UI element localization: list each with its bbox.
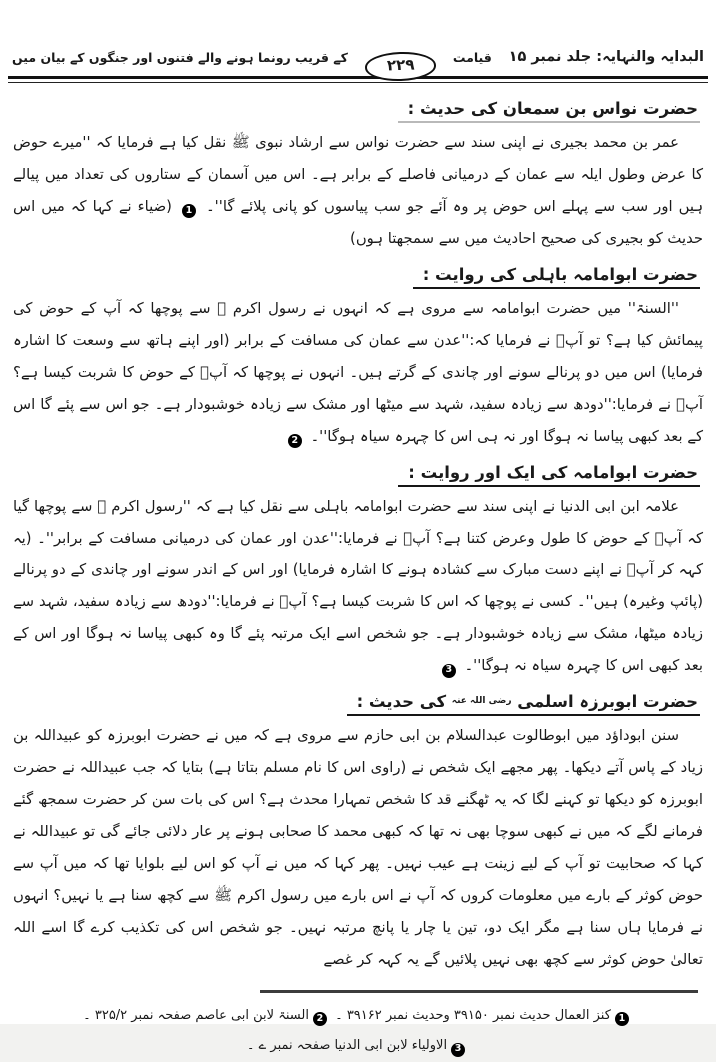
text-run: ''السنۃ'' میں حضرت ابوامامہ سے مروی ہے کہ انہوں نے رسول اکرم ﷺ سے پوچھا کہ آپ کے حوض کی پیمائش کیا ہے؟ تو آپؐ نے فرمایا کہ:''عدن سے عمان کی مسافت کے برابر (اور اپنے ہاتھ سے وسعت کا اشارہ فرمایا) اس میں دو پرنالے سونے اور چاندی کے گرتے ہیں۔ انہوں نے پوچھا کہ آپؐ کے حوض کا شربت کیسا ہے؟ آپؐ نے فرمایا:''دودھ سے زیادہ سفید، شہد سے میٹھا اور مشک سے زیادہ خوشبودار ہے۔ جو اس سے پئے گا اس کے بعد کبھی پیاسا نہ ہوگا اور نہ ہی اس کا چہرہ سیاہ ہوگا''۔ [13, 299, 703, 445]
honorific-text: رضی اللہ عنہ [451, 696, 512, 707]
footnote-separator-rule [260, 990, 698, 993]
running-head-start: قیامت [452, 49, 492, 65]
text-run: (ضیاء نے کہا کہ میں اس حدیث کو بجیری کی صحیح احادیث میں سے سمجھتا ہوں) [13, 197, 703, 247]
section-heading [347, 692, 700, 716]
section-heading-row-3 [16, 463, 700, 487]
section-heading-row-2 [16, 265, 700, 289]
footnotes [0, 1001, 716, 1062]
text-run: کی حدیث : [356, 692, 452, 712]
book-title: البدایہ والنہایہ: جلد نمبر ۱۵ [508, 49, 704, 65]
running-head-rest: کے قریب رونما ہونے والے فتنوں اور جنگوں کے بیان میں [12, 49, 348, 65]
footnote-marker: 2 [313, 1012, 327, 1026]
section-heading [413, 265, 700, 289]
page-header [0, 0, 716, 83]
text-run: عمر بن محمد بجیری نے اپنی سند سے حضرت نواس سے ارشاد نبوی ﷺ نقل کیا ہے فرمایا کہ ''میرے حوض کا عرض وطول ایلہ سے عمان کے درمیانی فاصلے کے برابر ہے۔ اس میں آسمان کے ستاروں کی تعداد میں پیالے ہیں اور سب سے پہلے اس حوض پر وہ آئے جو سب پیاسوں کو پانی پلائے گا''۔ [13, 134, 704, 215]
footnote-marker: 3 [442, 664, 456, 678]
section-paragraph [13, 293, 703, 453]
text-run: علامہ ابن ابی الدنیا نے اپنی سند سے حضرت ابوامامہ باہلی سے نقل کیا ہے کہ ''رسول اکرم ﷺ سے پوچھا گیا کہ آپؐ کے حوض کا طول وعرض کتنا ہے؟ آپؐ نے فرمایا:''عدن اور عمان کی درمیانی مسافت کے برابر''۔ (یہ کہہ کر آپؐ نے اپنے دست مبارک سے کشادہ ہونے کا اشارہ فرمایا) اور اس کے اندر سونے اور چاندی کے دو پرنالے (پائپ وغیرہ) ہیں''۔ کسی نے پوچھا کہ اس کا شربت کیسا ہے؟ آپؐ نے فرمایا:''دودھ سے زیادہ سفید، شہد سے زیادہ میٹھا، مشک سے زیادہ خوشبودار ہے۔ جو شخص اسے ایک مرتبہ پئے گا وہ کبھی پیاسا نہ ہوگا اور اس کے بعد کبھی اس کا چہرہ سیاہ نہ ہوگا''۔ [13, 497, 703, 675]
section-paragraph [13, 127, 703, 255]
text-run: حضرت ابوامامہ باہلی کی روایت : [422, 264, 698, 284]
footnote-marker: 1 [615, 1012, 629, 1026]
text-run: حضرت ابوامامہ کی ایک اور روایت : [408, 462, 698, 482]
section-paragraph [13, 720, 703, 976]
page-number-badge: ۲۲۹ [364, 51, 436, 82]
text-run: سنن ابوداؤد میں ابوطالوت عبدالسلام بن ابی حازم سے مروی ہے کہ میں نے حضرت ابوبرزہ کو عبیداللہ بن زیاد کے پاس آتے دیکھا۔ پھر مجھے ایک شخص نے (راوی اس کا نام مسلم بتاتا ہے) بتایا کہ جب عبیداللہ نے حضرت ابوبرزہ کو دیکھا تو کہنے لگا کہ یہ ٹھگنے قد کا شخص تمہارا محدث ہے؟ اس کی بات سن کر حضرت سمجھ گئے فرمانے لگے کہ میں نے کبھی سوچا بھی نہ تھا کہ کبھی محمد کا صحابی ہونے پر عار دلائی جائے گی تو عبیداللہ نے کہا کہ صحابیت تو آپ کے لیے زینت ہے عیب نہیں۔ پھر کہا کہ میں نے آپ کو اس لیے بلوایا تھا کہ میں آپ سے حوض کوثر کے بارے میں معلومات کروں کہ آپ نے اس بارے میں رسول اکرم ﷺ سے کچھ سنا ہے یا نہیں؟ انہوں نے فرمایا ہاں سنا ہے مگر ایک دو، تین یا چار یا پانچ مرتبہ نہیں۔ جو شخص اس کی تکذیب کرے گا اسے اللہ تعالیٰ حوض کوثر سے کچھ بھی نہیں پلائیں گے یہ کہہ کر غصے [13, 727, 703, 968]
footnote-marker: 2 [288, 434, 302, 448]
footnote-line-1 [20, 1001, 696, 1032]
text-run: حضرت ابوبرزہ اسلمی [511, 692, 698, 712]
footnote-marker: 1 [182, 204, 196, 218]
footnote-line-2 [20, 1031, 696, 1062]
section-heading-row-1 [16, 99, 700, 123]
section-heading [398, 463, 700, 487]
text-run: حضرت نواس بن سمعان کی حدیث : [407, 99, 698, 118]
section-heading-row-4 [16, 692, 700, 716]
section-paragraph [13, 491, 703, 683]
footnote-marker: 3 [451, 1043, 465, 1057]
text-run: کنز العمال حدیث نمبر ۳۹۱۵۰ وحدیث نمبر ۳۹۱۶۲ ۔ [330, 1007, 611, 1023]
header-row [0, 40, 716, 74]
sections [0, 83, 716, 976]
section-heading [398, 99, 700, 123]
header-double-rule [8, 76, 708, 83]
text-run: السنۃ لابن ابی عاصم صفحہ نمبر ۳۲۵/۲ ۔ [83, 1007, 309, 1023]
text-run: الاولیاء لابن ابی الدنیا صفحہ نمبر ے ۔ [246, 1038, 448, 1054]
